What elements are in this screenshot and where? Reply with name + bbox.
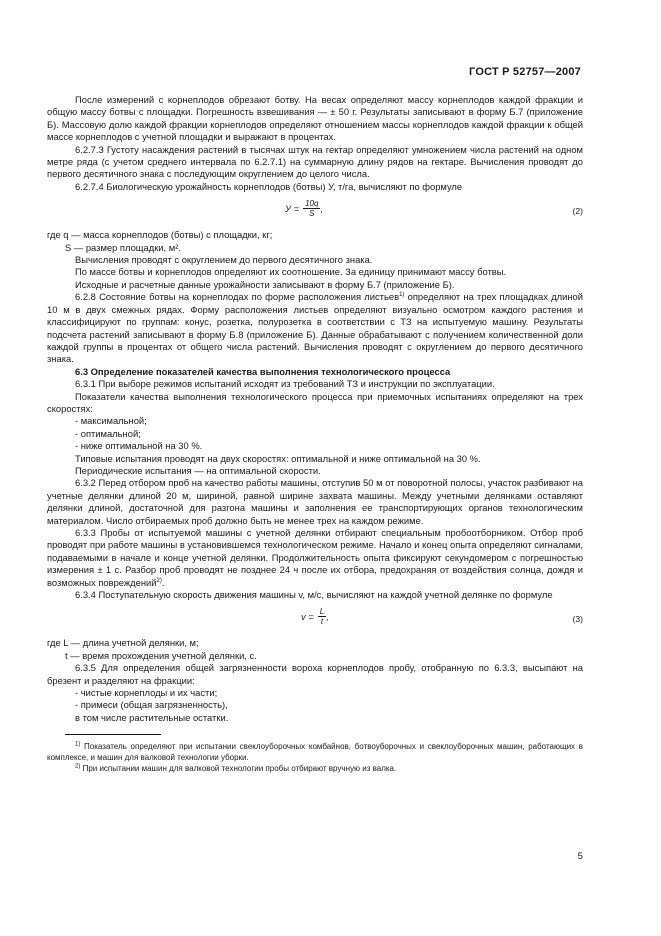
paragraph: После измерений с корнеплодов обрезают ботву. На весах определяют массу корнеплодов каждой фракции и общую массу ботвы с площадки. Погрешность взвешивания — ± 50 г. Результаты записывают в форму Б.7 (приложение Б). Массовую долю каждой фракции корнеплодов определяют отношением массы корнеплодов каждой фракции к общей массе корнеплодов с учетной площадки и выражают в процентах.: [47, 94, 583, 143]
footnote-ref: 2): [156, 577, 162, 584]
formula-lhs: У =: [285, 202, 300, 214]
formula-numerator: L: [319, 607, 325, 617]
section-heading: 6.3 Определение показателей качества выполнения технологического процесса: [75, 365, 451, 377]
formula-2: [47, 195, 583, 227]
formula-expression: [285, 199, 323, 218]
paragraph-text: определяют на трех площадках длиной 10 м в двух смежных рядах. Форму расположения листьев определяют визуально осмотром каждого растения и классифицируют по группам: конус, розетка, полурозетка в соответствии с ТЗ на испытуемую машину. Результаты подсчета растений записывают в форму Б.8 (приложение Б). Данные обрабатывают с получением количественной доли каждой группы в процентах от общего числа растений. Вычисления проводят с округлением до первого десятичного знака.: [47, 291, 583, 365]
paragraph: 6.3.1 При выборе режимов испытаний исходят из требований ТЗ и инструкции по эксплуатации.: [75, 378, 495, 390]
footnote-divider: [65, 734, 161, 735]
footnote: [47, 763, 583, 774]
list-item: в том числе растительные остатки.: [75, 711, 229, 723]
paragraph: 6.3.5 Для определения общей загрязненности вороха корнеплодов пробу, отобранную по 6.3.3, высыпают на брезент и разделяют на фракции:: [47, 662, 583, 686]
paragraph: 6.2.7.3 Густоту насаждения растений в тысячах штук на гектар определяют умножением числа растений на одном метре ряда (с учетом среднего интервала по 6.2.7.1) на суммарную длину рядов на гектаре. Вычисления проводят до первого десятичного знака с последующим округлением до целого числа.: [47, 143, 583, 180]
formula-number: (3): [572, 614, 583, 625]
paragraph: 6.3.4 Поступательную скорость движения машины v, м/с, вычисляют на каждой учетной делянке по формуле: [75, 589, 553, 601]
formula-tail: ,: [326, 610, 329, 622]
list-item: - оптимальной;: [75, 427, 141, 439]
formula-lhs: v =: [301, 610, 314, 622]
paragraph: [47, 527, 583, 589]
formula-3: [47, 603, 583, 635]
formula-number: (2): [572, 206, 583, 217]
list-item: - максимальной;: [75, 415, 147, 427]
footnote-text: Показатель определяют при испытании свеклоуборочных комбайнов, ботвоуборочных и свеклоуборочных машин, работающих в комплексе, и машин для валковой технологии уборки.: [47, 742, 583, 763]
paragraph: [47, 291, 583, 365]
formula-fraction: [318, 607, 326, 626]
footnote-ref: 1): [399, 292, 405, 299]
formula-expression: [301, 607, 329, 626]
paragraph: 6.2.7.4 Биологическую урожайность корнеплодов (ботвы) У, т/га, вычисляют по формуле: [75, 180, 463, 192]
paragraph-text: .: [161, 576, 165, 588]
list-item: - ниже оптимальной на 30 %.: [75, 440, 203, 452]
paragraph: Вычисления проводят с округлением до первого десятичного знака.: [75, 254, 373, 266]
page-content: [47, 94, 583, 774]
paragraph: По массе ботвы и корнеплодов определяют их соотношение. За единицу принимают массу ботвы.: [75, 266, 507, 278]
paragraph: Исходные и расчетные данные урожайности записывают в форму Б.7 (приложение Б).: [75, 278, 455, 290]
footnote-mark: 1): [75, 741, 81, 748]
document-code: ГОСТ Р 52757—2007: [469, 66, 581, 78]
paragraph-text: 6.3.3 Пробы от испытуемой машины с учетной делянки отбирают специальным пробоотборником. Отбор проб проводят при работе машины в установившемся технологическом режиме. Начало и конец опыта определяют сигналами, подаваемыми в начале и конце учетной делянки. Продолжительность опыта фиксируют секундомером с погрешностью измерения ± 1 с. Разбор проб проводят не позднее 24 ч после их отбора, предохраняя от воздействия солнца, дождя и возможных повреждений: [47, 527, 583, 588]
where-line: S — размер площадки, м².: [65, 241, 181, 253]
paragraph: Типовые испытания проводят на двух скоростях: оптимальной и ниже оптимальной на 30 %.: [75, 452, 481, 464]
paragraph: 6.3.2 Перед отбором проб на качество работы машины, отступив 50 м от поворотной полосы, участок разбивают на учетные делянки длиной 20 м, шириной, равной ширине захвата машины. Между учетными делянками оставляют делянки длиной, достаточной для разгона машины и заполнения ее транспортирующих органов технологическим материалом. Число отбираемых проб должно быть не менее трех на каждом режиме.: [47, 477, 583, 526]
list-item: - чистые корнеплоды и их части;: [75, 687, 218, 699]
where-line: t — время прохождения учетной делянки, с.: [65, 649, 257, 661]
where-line: где L — длина учетной делянки, м;: [47, 637, 199, 649]
formula-denominator: t: [320, 617, 324, 627]
footnote: [47, 741, 583, 763]
paragraph: Показатели качества выполнения технологического процесса при приемочных испытаниях определяют на трех скоростях:: [47, 390, 583, 414]
formula-tail: ,: [320, 202, 324, 214]
footnote-text: При испытании машин для валковой технологии пробы отбирают вручную из валка.: [80, 764, 397, 774]
footnote-mark: 2): [75, 763, 81, 770]
page-number: 5: [577, 851, 583, 862]
where-line: где q — масса корнеплодов (ботвы) с площадки, кг;: [47, 229, 273, 241]
paragraph: Периодические испытания — на оптимальной скорости.: [75, 464, 321, 476]
paragraph-text: 6.2.8 Состояние ботвы на корнеплодах по форме расположения листьев: [75, 291, 400, 303]
formula-numerator: 10q: [305, 199, 319, 209]
formula-fraction: [303, 199, 320, 218]
list-item: - примеси (общая загрязненность),: [75, 699, 228, 711]
formula-denominator: S: [309, 209, 315, 219]
